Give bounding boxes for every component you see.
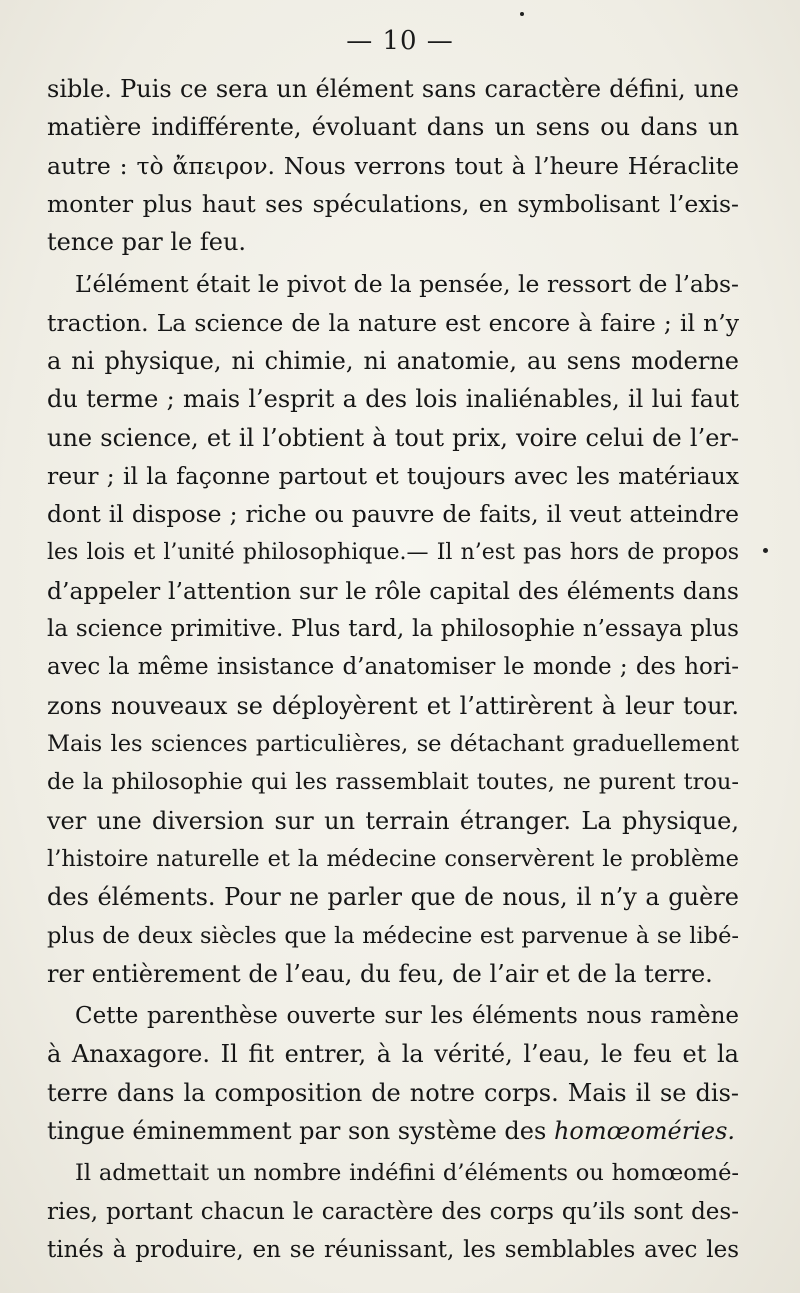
text-line: traction. La science de la nature est encore à faire ; il n’y — [47, 308, 739, 337]
text-line: Mais les sciences particulières, se détachant graduellement — [47, 731, 739, 758]
text-line: avec la même insistance d’anatomiser le monde ; des hori- — [47, 654, 739, 681]
text-line: zons nouveaux se déployèrent et l’attirèrent à leur tour. — [47, 691, 739, 720]
text-line: Cette parenthèse ouverte sur les éléments nous ramène — [75, 1003, 739, 1030]
text-line: du terme ; mais l’esprit a des lois inaliénables, il lui faut — [47, 385, 739, 414]
page-number: — 10 — — [346, 26, 454, 56]
text-line: ver une diversion sur un terrain étranger. La physique, — [47, 806, 739, 835]
text-line: ries, portant chacun le caractère des corps qu’ils sont des- — [47, 1198, 739, 1225]
text-line: les lois et l’unité philosophique.— Il n’est pas hors de propos — [47, 539, 739, 565]
text-line: de la philosophie qui les rassemblait toutes, ne purent trou- — [47, 769, 739, 796]
text-segment: tingue éminemment par son système des — [47, 1117, 554, 1146]
text-line: la science primitive. Plus tard, la philosophie n’essaya plus — [47, 616, 739, 643]
text-line: terre dans la composition de notre corps. Mais il se dis- — [47, 1078, 739, 1107]
text-line: a ni physique, ni chimie, ni anatomie, au sens moderne — [47, 347, 739, 376]
text-line: d’appeler l’attention sur le rôle capital des éléments dans — [47, 576, 739, 605]
text-line: sible. Puis ce sera un élément sans caractère défini, une — [47, 75, 739, 103]
text-line: à Anaxagore. Il fit entrer, à la vérité, l’eau, le feu et la — [47, 1040, 739, 1069]
text-line: rer entièrement de l’eau, du feu, de l’air et de la terre. — [47, 959, 713, 988]
text-line: matière indifférente, évoluant dans un sens ou dans un — [47, 113, 739, 142]
text-line: dont il dispose ; riche ou pauvre de faits, il veut atteindre — [47, 500, 739, 529]
text-line: des éléments. Pour ne parler que de nous, il n’y a guère — [47, 883, 739, 912]
italic-term: homœoméries. — [553, 1117, 736, 1146]
text-line: Il admettait un nombre indéfini d’éléments ou homœomé- — [75, 1160, 739, 1187]
body-text — [47, 70, 739, 1269]
text-line: une science, et il l’obtient à tout prix, voire celui de l’er- — [47, 423, 739, 452]
text-line: monter plus haut ses spéculations, en symbolisant l’exis- — [47, 189, 739, 218]
ink-speck — [520, 12, 524, 16]
text-line: autre : τὸ ἄπειρον. Nous verrons tout à l’heure Héraclite — [47, 151, 739, 180]
text-line: tence par le feu. — [47, 228, 247, 257]
text-line: l’histoire naturelle et la médecine conservèrent le problème — [47, 845, 739, 872]
ink-speck — [763, 548, 768, 553]
text-line: tinés à produire, en se réunissant, les semblables avec les — [47, 1236, 739, 1263]
text-line: reur ; il la façonne partout et toujours avec les matériaux — [47, 461, 739, 490]
text-line: L’élément était le pivot de la pensée, le ressort de l’abs- — [75, 270, 739, 299]
text-line: plus de deux siècles que la médecine est parvenue à se libé- — [47, 922, 739, 949]
text-line-with-italic — [47, 1112, 739, 1150]
